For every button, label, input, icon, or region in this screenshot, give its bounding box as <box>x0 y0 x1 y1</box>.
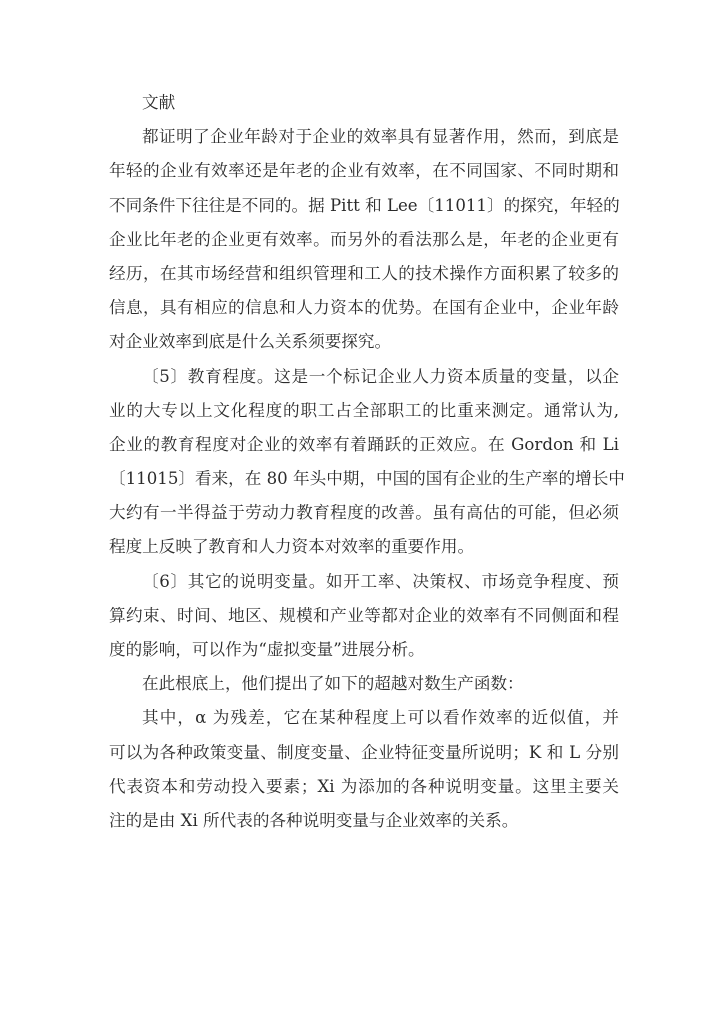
paragraph-line: 业的大专以上文化程度的职工占全部职工的比重来测定。通常认为, <box>109 400 619 420</box>
paragraph-line: 〔6〕其它的说明变量。如开工率、决策权、市场竞争程度、预 <box>142 571 619 591</box>
document-body <box>109 86 625 838</box>
paragraph-line: 程度上反映了教育和人力资本对效率的重要作用。 <box>109 537 475 557</box>
paragraph-line: 其中，α 为残差，它在某种程度上可以看作效率的近似值，并 <box>142 708 619 728</box>
paragraph-line: 大约有一半得益于劳动力教育程度的改善。虽有高估的可能，但必须 <box>109 503 619 523</box>
paragraph-line: 不同条件下往往是不同的。据 Pitt 和 Lee〔11011〕的探究，年轻的 <box>109 195 620 215</box>
paragraph-line: 企业的教育程度对企业的效率有着踊跃的正效应。在 Gordon 和 Li <box>109 434 619 454</box>
paragraph-line: 企业比年老的企业更有效率。而另外的看法那么是，年老的企业更有 <box>109 229 619 249</box>
paragraph-line: 〔11015〕看来，在 80 年头中期，中国的国有企业的生产率的增长中 <box>109 469 625 489</box>
paragraph-line: 注的是由 Xi 所代表的各种说明变量与企业效率的关系。 <box>109 810 519 830</box>
paragraph-line: 都证明了企业年龄对于企业的效率具有显著作用，然而，到底是 <box>142 127 619 147</box>
paragraph-line: 度的影响，可以作为“虚拟变量”进展分析。 <box>109 640 425 659</box>
paragraph-line: 代表资本和劳动投入要素；Xi 为添加的各种说明变量。这里主要关 <box>109 776 619 796</box>
paragraph-line: 可以为各种政策变量、制度变量、企业特征变量所说明；K 和 L 分别 <box>109 742 619 762</box>
paragraph-line: 〔5〕教育程度。这是一个标记企业人力资本质量的变量，以企 <box>142 366 619 386</box>
paragraph-line: 信息，具有相应的信息和人力资本的优势。在国有企业中，企业年龄 <box>109 298 619 318</box>
paragraph-line: 算约束、时间、地区、规模和产业等都对企业的效率有不同侧面和程 <box>109 605 619 625</box>
paragraph-line: 年轻的企业有效率还是年老的企业有效率，在不同国家、不同时期和 <box>109 161 619 181</box>
paragraph-line: 经历，在其市场经营和组织管理和工人的技术操作方面积累了较多的 <box>109 263 619 283</box>
paragraph-line: 对企业效率到底是什么关系须要探究。 <box>109 332 392 352</box>
paragraph-line: 文献 <box>142 93 176 112</box>
paragraph-line: 在此根底上，他们提出了如下的超越对数生产函数： <box>142 674 524 694</box>
